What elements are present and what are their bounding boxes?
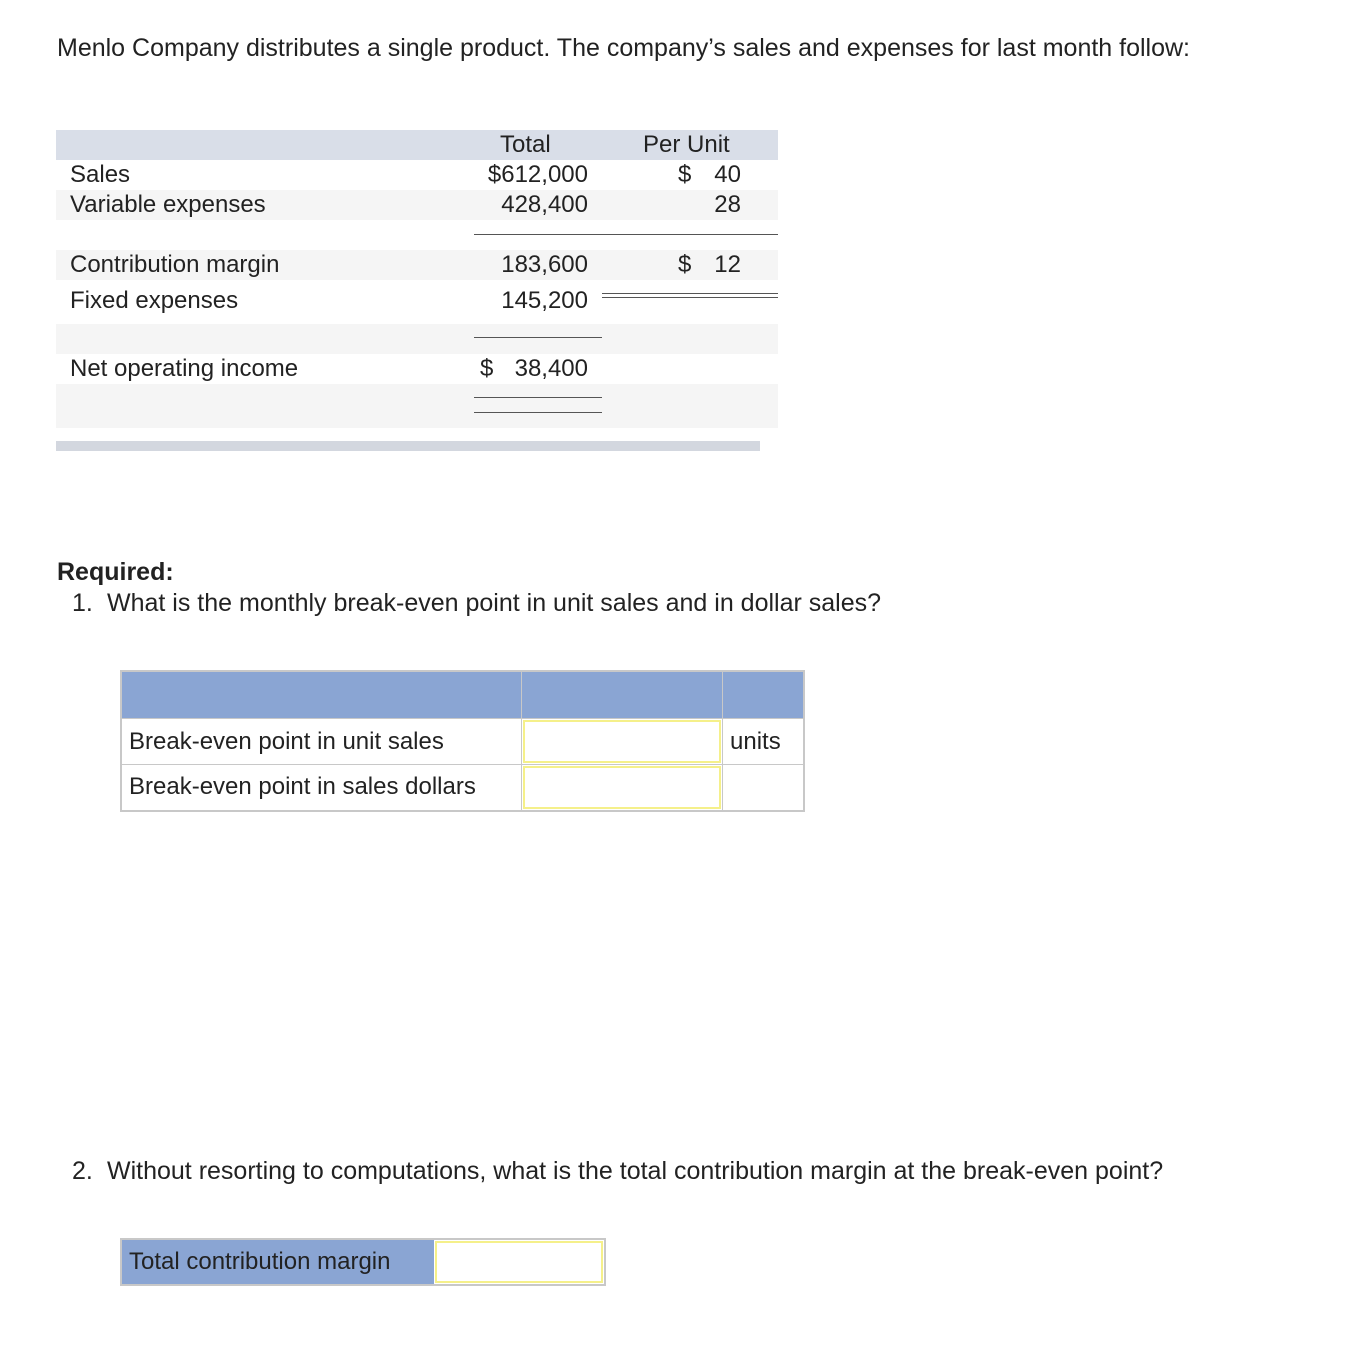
question-1-text: What is the monthly break-even point in unit sales and in dollar sales? (107, 589, 882, 617)
noi-sign: $ (480, 355, 494, 382)
fixed-expenses-total: 145,200 (501, 287, 588, 314)
cm-unit-sign: $ (678, 251, 692, 278)
fixed-expenses-label: Fixed expenses (70, 287, 239, 314)
column-header-total: Total (500, 131, 551, 158)
question-2-number: 2. (72, 1157, 93, 1185)
net-operating-income-label: Net operating income (70, 355, 299, 382)
answer-table-header (121, 671, 804, 719)
total-rule (474, 337, 602, 338)
subtotal-rule (474, 234, 778, 235)
total-cm-answer-row (120, 1238, 606, 1286)
contribution-margin-total: 183,600 (501, 251, 588, 278)
break-even-answer-table (120, 670, 805, 812)
intro-text: Menlo Company distributes a single product. The company’s sales and expenses for last month follow: (57, 34, 1191, 62)
net-operating-income-total: 38,400 (514, 355, 588, 382)
sales-unit-sign: $ (678, 161, 692, 188)
contribution-margin-per-unit: 12 (714, 251, 741, 278)
income-statement (56, 130, 778, 428)
variable-expenses-label: Variable expenses (70, 191, 266, 218)
column-header-per-unit: Per Unit (643, 131, 730, 158)
units-label: units (723, 719, 805, 765)
variable-expenses-per-unit: 28 (714, 191, 741, 218)
total-contribution-margin-input[interactable] (435, 1241, 603, 1283)
break-even-dollars-label: Break-even point in sales dollars (121, 765, 522, 811)
break-even-units-label: Break-even point in unit sales (121, 719, 522, 765)
sales-per-unit: 40 (714, 161, 741, 188)
contribution-margin-label: Contribution margin (70, 251, 280, 278)
statement-bottom-bar (56, 441, 760, 451)
required-heading: Required: (57, 558, 174, 586)
noi-double-rule-bottom (474, 412, 602, 413)
break-even-dollars-input[interactable] (523, 766, 721, 809)
table-row (121, 719, 804, 765)
total-contribution-margin-label: Total contribution margin (122, 1240, 434, 1284)
question-1-number: 1. (72, 589, 93, 617)
question-2-text: Without resorting to computations, what is the total contribution margin at the break-even point? (107, 1157, 1164, 1185)
noi-double-rule-top (474, 397, 602, 398)
dollars-unit-label (723, 765, 805, 811)
sales-label: Sales (70, 161, 131, 188)
sales-total: $612,000 (487, 161, 588, 188)
per-unit-double-rule-bottom (602, 297, 778, 298)
variable-expenses-total: 428,400 (501, 191, 588, 218)
per-unit-double-rule-top (602, 293, 778, 294)
break-even-units-input[interactable] (523, 720, 721, 763)
table-row (121, 765, 804, 811)
